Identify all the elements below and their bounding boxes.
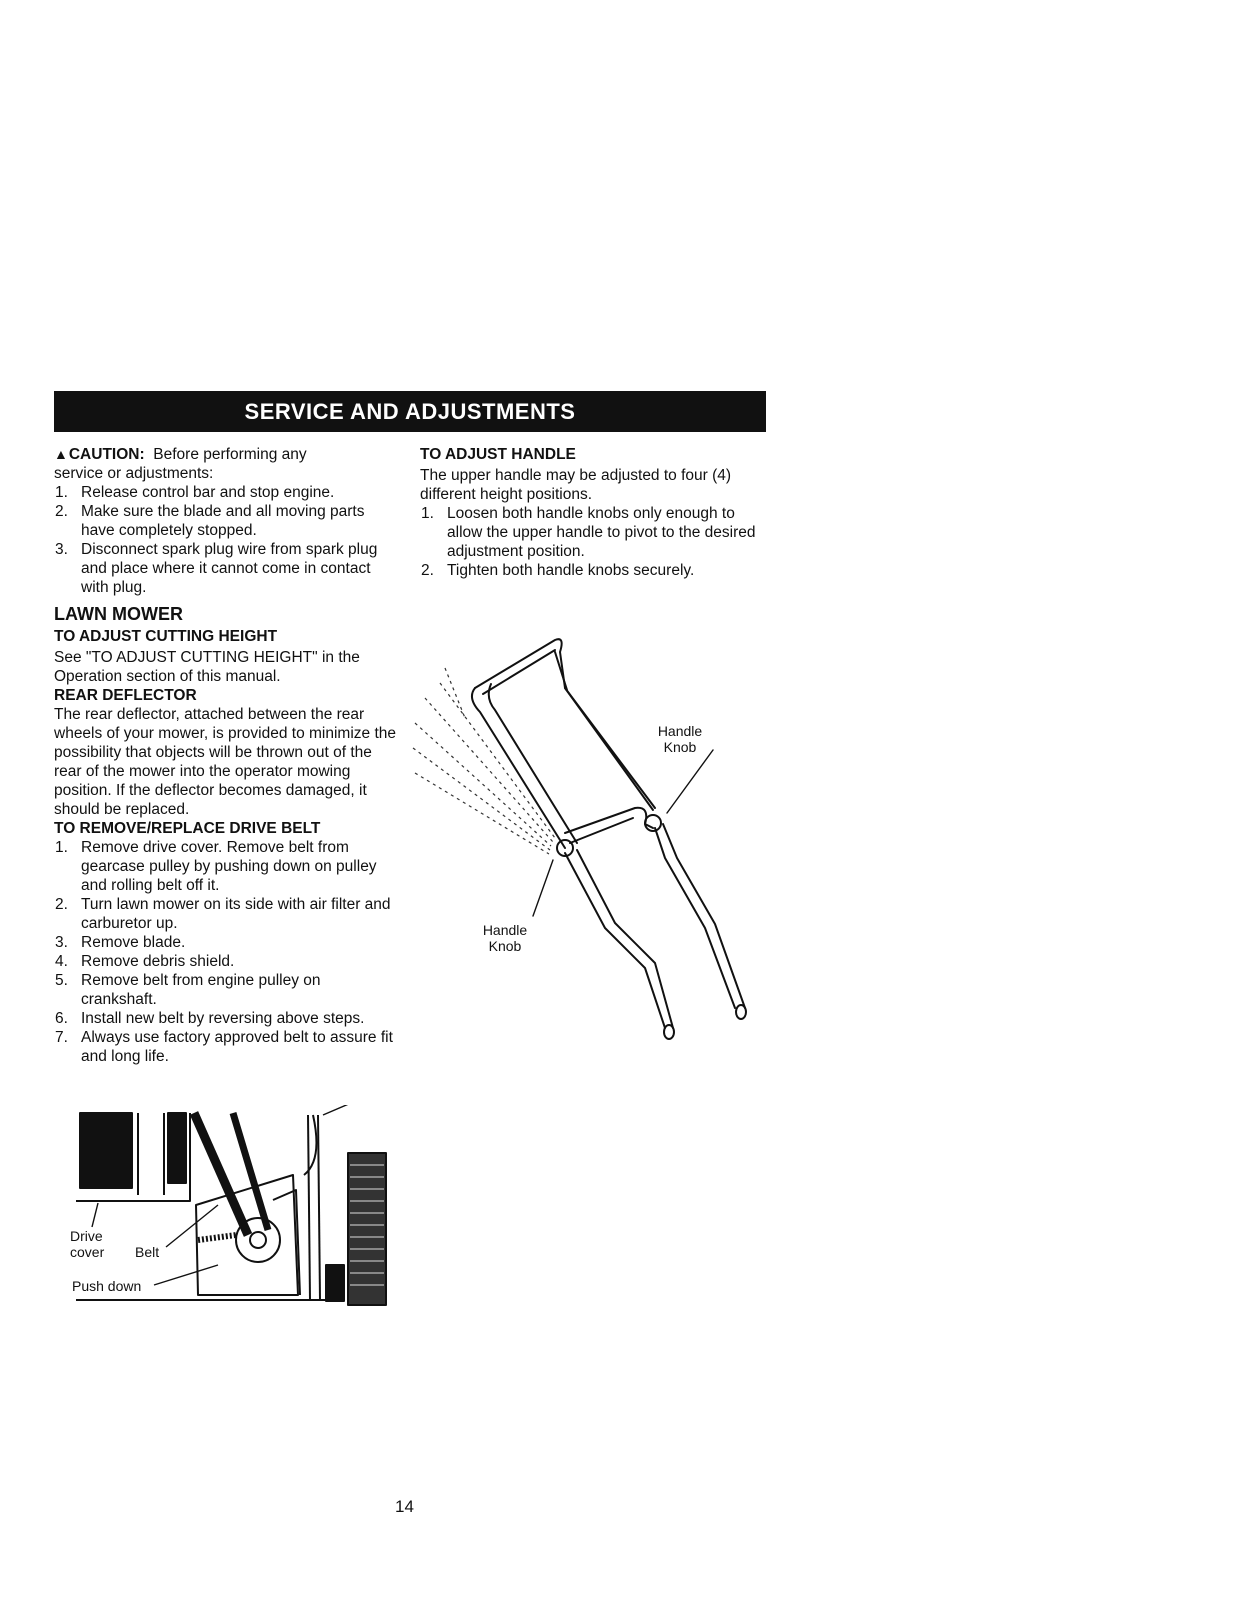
list-item: 1. Loosen both handle knobs only enough to allow the upper handle to pivot to the desired adjustment position. <box>421 505 756 560</box>
warning-triangle-icon: ▲ <box>54 446 68 462</box>
belt-label: Belt <box>135 1244 160 1260</box>
drive-belt-list <box>54 838 399 1066</box>
caution-intro-line1: Before performing any <box>153 446 307 463</box>
list-item: 2. Turn lawn mower on its side with air filter and carburetor up. <box>55 896 391 932</box>
caution-label: CAUTION: <box>68 446 145 463</box>
list-item: 1. Release control bar and stop engine. <box>55 484 335 501</box>
section-title: SERVICE AND ADJUSTMENTS <box>244 398 576 424</box>
handle-knob-label-right: Handle Knob <box>657 723 703 755</box>
list-item: 2. Make sure the blade and all moving parts have completely stopped. <box>55 503 365 539</box>
adjust-handle-list <box>420 504 760 580</box>
drive-cover-label: Drive cover <box>70 1228 105 1260</box>
drive-belt-heading: TO REMOVE/REPLACE DRIVE BELT <box>54 820 321 837</box>
handle-knob-label-left: Handle Knob <box>482 922 528 954</box>
left-column <box>54 445 399 1066</box>
list-item: 5. Remove belt from engine pulley on crankshaft. <box>55 972 321 1008</box>
page-number: 14 <box>395 1497 414 1516</box>
rear-deflector-heading: REAR DEFLECTOR <box>54 687 197 704</box>
list-item: 3. Disconnect spark plug wire from spark plug and place where it cannot come in contact with plug. <box>55 541 378 596</box>
cutting-height-heading: TO ADJUST CUTTING HEIGHT <box>54 628 278 645</box>
adjust-handle-heading: TO ADJUST HANDLE <box>420 446 576 463</box>
list-item: 3. Remove blade. <box>55 934 186 951</box>
cutting-height-text: See "TO ADJUST CUTTING HEIGHT" in the Operation section of this manual. <box>54 649 360 685</box>
push-down-label: Push down <box>72 1278 142 1294</box>
list-item: 6. Install new belt by reversing above steps. <box>55 1010 365 1027</box>
handle-figure <box>405 628 765 1048</box>
section-banner <box>54 391 766 432</box>
caution-intro <box>54 445 399 483</box>
caution-intro-line2: service or adjustments: <box>54 465 214 482</box>
list-item: 7. Always use factory approved belt to assure fit and long life. <box>55 1029 393 1065</box>
list-item: 4. Remove debris shield. <box>55 953 235 970</box>
caution-list <box>54 483 399 597</box>
adjust-handle-intro: The upper handle may be adjusted to four (4) different height positions. <box>420 467 732 503</box>
right-column <box>420 445 760 580</box>
lawn-mower-heading: LAWN MOWER <box>54 604 183 624</box>
list-item: 1. Remove drive cover. Remove belt from gearcase pulley by pushing down on pulley and rolling belt off it. <box>55 839 377 894</box>
list-item: 2. Tighten both handle knobs securely. <box>421 562 695 579</box>
rear-deflector-text: The rear deflector, attached between the rear wheels of your mower, is provided to minimize the possibility that objects will be thrown out of the rear of the mower into the operator mowing position. If the deflector becomes damaged, it should be replaced. <box>54 706 397 818</box>
